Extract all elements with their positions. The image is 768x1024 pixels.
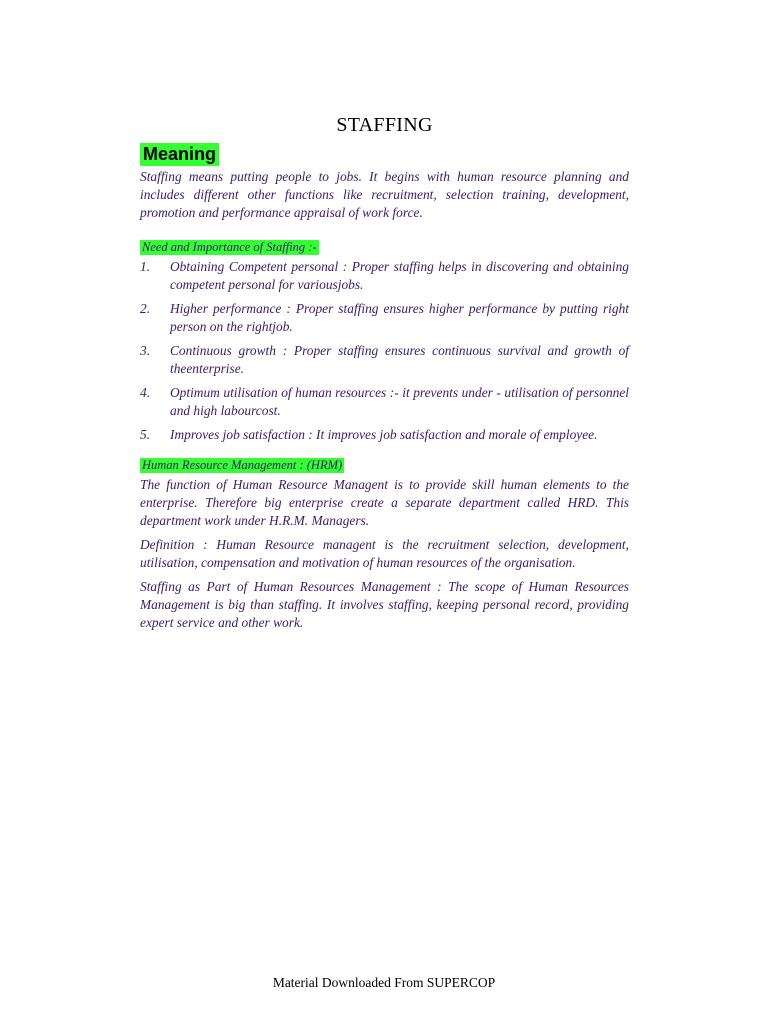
- list-item-number: 2.: [140, 301, 151, 316]
- list-item-text: Improves job satisfaction : It improves job satisfaction and morale of employee.: [170, 427, 598, 442]
- importance-list: [140, 258, 629, 444]
- list-item-number: 1.: [140, 259, 151, 274]
- list-item-text: Optimum utilisation of human resources :- it prevents under - utilisation of personnel and high labourcost.: [170, 385, 629, 418]
- list-item-number: 3.: [140, 343, 151, 358]
- list-item-text: Higher performance : Proper staffing ensures higher performance by putting right person on the rightjob.: [170, 301, 629, 334]
- need-importance-heading: Need and Importance of Staffing :-: [142, 240, 317, 254]
- meaning-heading: Meaning: [140, 143, 219, 166]
- hrm-section: [140, 456, 629, 632]
- list-item: [140, 342, 629, 378]
- list-item: [140, 300, 629, 336]
- document-content: [140, 114, 629, 638]
- page-title: STAFFING: [336, 114, 433, 136]
- list-item-text: Continuous growth : Proper staffing ensures continuous survival and growth of theenterprise.: [170, 343, 629, 376]
- hrm-paragraph: The function of Human Resource Managent is to provide skill human elements to the enterprise. Therefore big enterprise create a separate department called HRD. This department work under H.R.M. Managers.: [140, 477, 629, 528]
- meaning-section: [140, 143, 629, 222]
- list-item: [140, 426, 629, 444]
- list-item-number: 5.: [140, 427, 151, 442]
- hrm-heading: Human Resource Management : (HRM): [142, 458, 343, 472]
- list-item-number: 4.: [140, 385, 151, 400]
- meaning-text: Staffing means putting people to jobs. It begins with human resource planning and includes different other functions like recruitment, selection training, development, promotion and performance appraisal of work force.: [140, 169, 629, 220]
- hrm-definition-paragraph: Definition : Human Resource managent is the recruitment selection, development, utilisation, compensation and motivation of human resources of the organisation.: [140, 537, 629, 570]
- list-item-text: Obtaining Competent personal : Proper staffing helps in discovering and obtaining competent personal for variousjobs.: [170, 259, 629, 292]
- hrm-scope-paragraph: Staffing as Part of Human Resources Management : The scope of Human Resources Management is big than staffing. It involves staffing, keeping personal record, providing expert service and other work.: [140, 579, 629, 630]
- page-footer: Material Downloaded From SUPERCOP: [272, 975, 496, 990]
- list-item: [140, 384, 629, 420]
- need-importance-section: [140, 238, 629, 444]
- list-item: [140, 258, 629, 294]
